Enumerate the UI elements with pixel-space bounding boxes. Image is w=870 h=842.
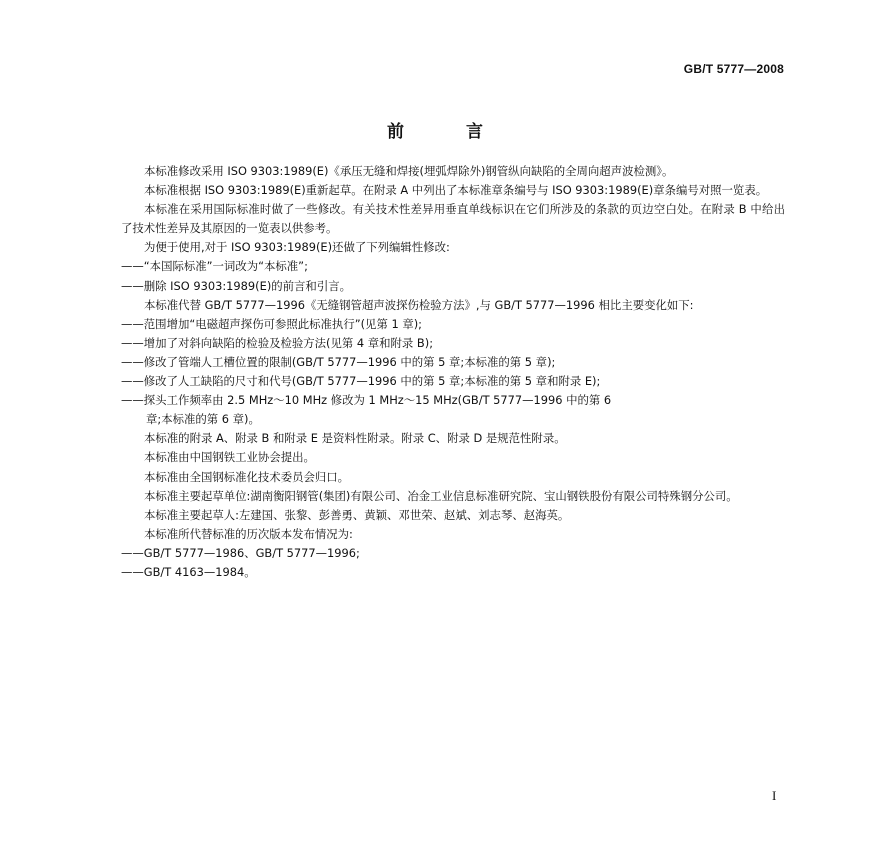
paragraph: 本标准由全国钢标准化技术委员会归口。 xyxy=(144,469,350,484)
list-item: ——修改了人工缺陷的尺寸和代号(GB/T 5777—1996 中的第 5 章;本标准的第 5 章和附录 E); xyxy=(121,374,601,389)
list-item: ——GB/T 4163—1984。 xyxy=(121,564,256,579)
paragraph: 本标准代替 GB/T 5777—1996《无缝钢管超声波探伤检验方法》,与 GB/T 5777—1996 相比主要变化如下: xyxy=(144,297,694,312)
paragraph: 本标准所代替标准的历次版本发布情况为: xyxy=(144,526,353,541)
list-item: ——“本国际标准”一词改为“本标准”; xyxy=(121,259,308,274)
paragraph: 为便于使用,对于 ISO 9303:1989(E)还做了下列编辑性修改: xyxy=(144,240,450,255)
list-item: ——探头工作频率由 2.5 MHz～10 MHz 修改为 1 MHz～15 MHz(GB/T 5777—1996 中的第 6 xyxy=(121,393,612,408)
list-item: ——范围增加“电磁超声探伤可参照此标准执行”(见第 1 章); xyxy=(121,316,423,331)
standard-code: GB/T 5777—2008 xyxy=(683,62,784,76)
page-number: I xyxy=(772,788,777,803)
paragraph: 本标准在采用国际标准时做了一些修改。有关技术性差异用垂直单线标识在它们所涉及的条款的页边空白处。在附录 B 中给出了技术性差异及其原因的一览表以供参考。 xyxy=(121,202,785,236)
list-item: ——修改了管端人工槽位置的限制(GB/T 5777—1996 中的第 5 章;本标准的第 5 章); xyxy=(121,354,556,369)
page-title: 前 言 xyxy=(387,122,511,142)
list-item: ——增加了对斜向缺陷的检验及检验方法(见第 4 章和附录 B); xyxy=(121,335,434,350)
list-item: ——GB/T 5777—1986、GB/T 5777—1996; xyxy=(121,545,360,560)
paragraph: 本标准根据 ISO 9303:1989(E)重新起草。在附录 A 中列出了本标准章条编号与 ISO 9303:1989(E)章条编号对照一览表。 xyxy=(144,183,768,198)
paragraph: 本标准由中国钢铁工业协会提出。 xyxy=(144,450,315,465)
foreword-body xyxy=(121,162,785,582)
paragraph: 本标准修改采用 ISO 9303:1989(E)《承压无缝和焊接(埋弧焊除外)钢管纵向缺陷的全周向超声波检测》。 xyxy=(144,164,674,178)
paragraph: 本标准主要起草单位:湖南衡阳钢管(集团)有限公司、冶金工业信息标准研究院、宝山钢铁股份有限公司特殊钢分公司。 xyxy=(144,488,738,503)
paragraph: 本标准的附录 A、附录 B 和附录 E 是资料性附录。附录 C、附录 D 是规范性附录。 xyxy=(144,431,566,446)
list-item: ——删除 ISO 9303:1989(E)的前言和引言。 xyxy=(121,278,351,293)
paragraph: 本标准主要起草人:左建国、张黎、彭善勇、黄颖、邓世荣、赵斌、刘志琴、赵海英。 xyxy=(144,507,570,522)
list-item-continuation: 章;本标准的第 6 章)。 xyxy=(146,412,260,427)
